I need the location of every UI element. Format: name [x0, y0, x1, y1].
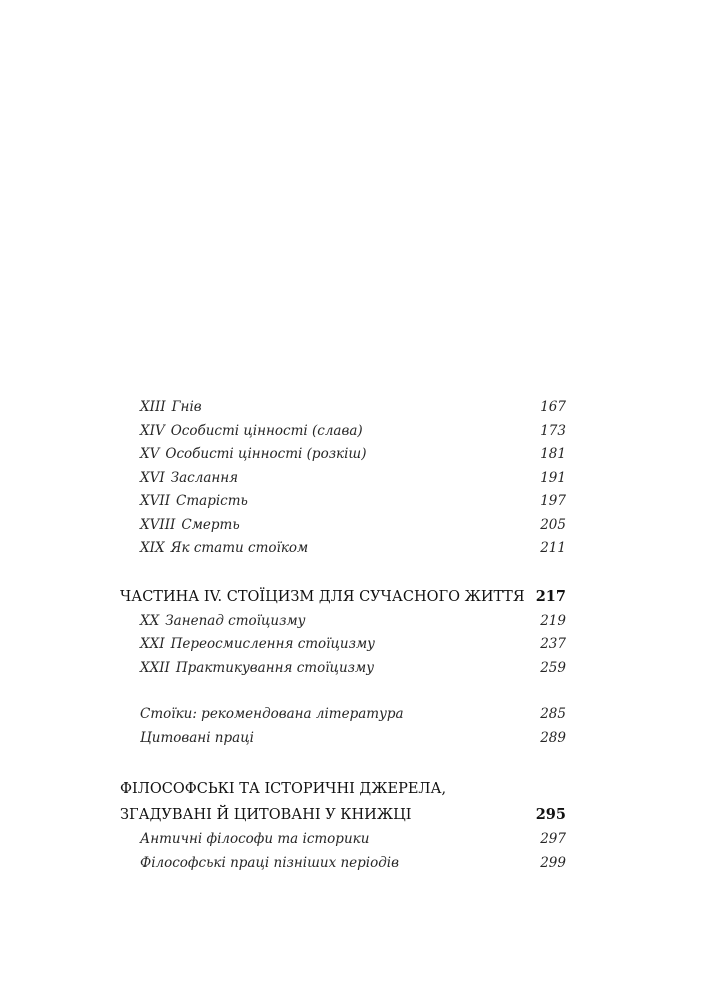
toc-entry-page: 219: [540, 612, 566, 629]
toc-entry-title: XV Особисті цінності (розкіш): [140, 446, 367, 462]
toc-entry-page: 173: [540, 422, 566, 439]
toc-sources-heading[interactable]: [120, 776, 566, 828]
toc-entry[interactable]: [120, 828, 566, 852]
toc-entry[interactable]: [120, 467, 566, 491]
toc-entry-title: XVIII Смерть: [140, 516, 240, 533]
toc-entry[interactable]: [120, 420, 566, 444]
toc-entry[interactable]: [120, 537, 566, 561]
toc-entry-title: XIX Як стати стоїком: [140, 540, 309, 556]
toc-entry-page: 289: [540, 729, 566, 746]
toc-sources-title-line1: ФІЛОСОФСЬКІ ТА ІСТОРИЧНІ ДЖЕРЕЛА,: [120, 781, 447, 797]
toc-entry-title: XIII Гнів: [140, 399, 202, 415]
toc-entry[interactable]: [120, 852, 566, 876]
toc-entry[interactable]: [120, 610, 566, 634]
toc-sources-title-line2: ЗГАДУВАНІ Й ЦИТОВАНІ У КНИЖЦІ: [120, 807, 412, 823]
toc-entry-page: 197: [540, 493, 566, 509]
toc-entry[interactable]: [120, 490, 566, 514]
toc-part-page: 217: [535, 587, 566, 605]
toc-entry-page: 181: [540, 446, 566, 462]
toc-entry-title: Філософські праці пізніших періодів: [140, 854, 399, 871]
toc-entry-title: XVI Заслання: [140, 469, 239, 486]
toc-entry-title: Цитовані праці: [140, 729, 254, 746]
toc-entry-page: 299: [540, 854, 566, 871]
table-of-contents: [120, 396, 566, 875]
toc-entry-page: 237: [540, 636, 566, 652]
toc-entry-page: 259: [540, 659, 566, 676]
toc-entry[interactable]: [120, 703, 566, 727]
toc-entry[interactable]: [120, 657, 566, 681]
toc-entry-title: Античні філософи та історики: [140, 831, 370, 847]
toc-entry-page: 297: [540, 831, 566, 847]
toc-entry-page: 205: [540, 516, 566, 533]
toc-entry-page: 191: [540, 469, 566, 486]
toc-sources-page: 295: [535, 806, 566, 823]
toc-entry-page: 167: [540, 399, 566, 415]
toc-entry-title: Стоїки: рекомендована література: [140, 706, 404, 722]
toc-entry[interactable]: [120, 396, 566, 420]
toc-entry[interactable]: [120, 727, 566, 751]
toc-entry-title: XVII Старість: [140, 493, 248, 509]
toc-entry[interactable]: [120, 514, 566, 538]
toc-entry[interactable]: [120, 443, 566, 467]
toc-entry-title: XXII Практикування стоїцизму: [140, 659, 375, 676]
toc-part-heading[interactable]: [120, 584, 566, 610]
toc-entry-title: XIV Особисті цінності (слава): [140, 422, 363, 439]
toc-entry[interactable]: [120, 633, 566, 657]
toc-entry-page: 285: [540, 706, 566, 722]
toc-entry-title: XX Занепад стоїцизму: [140, 612, 306, 629]
toc-sources-title-line2-row: [120, 802, 566, 828]
toc-entry-title: XXI Переосмислення стоїцизму: [140, 636, 376, 652]
toc-entry-page: 211: [540, 540, 566, 556]
toc-part-title: ЧАСТИНА IV. СТОЇЦИЗМ ДЛЯ СУЧАСНОГО ЖИТТЯ: [120, 588, 525, 605]
